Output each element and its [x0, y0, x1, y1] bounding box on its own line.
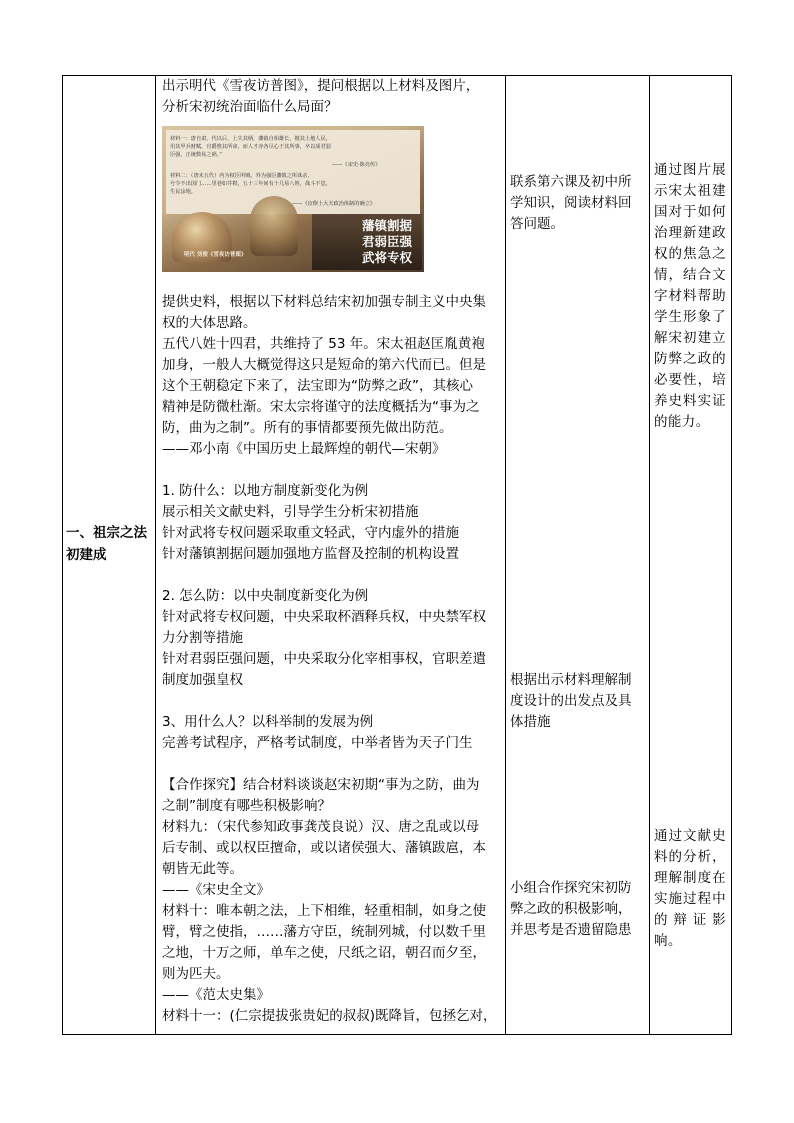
material2-line: 材料二：（唐末五代）内为权臣所贼，外为强臣藩镇之所诛杀， [170, 173, 313, 179]
list1-line: 针对武将专权问题采取重文轻武，守内虚外的措施 [162, 525, 459, 541]
list1-line: 展示相关文献史料，引导学生分析宋初措施 [162, 504, 419, 520]
material1-source: ——《宋史·陈亮传》 [332, 162, 381, 168]
para-line: 防，曲为之制”。所有的事情都要预先做出防范。 [162, 420, 453, 436]
coop-line: 之地，十万之师，单车之使，尺纸之诏，朝召而夕至， [162, 945, 486, 961]
para-source: ——邓小南《中国历史上最辉煌的朝代—宋朝》 [162, 441, 446, 457]
intro-line: 分析宋初统治面临什么局面？ [162, 99, 338, 115]
list3-line: 3、用什么人？以科举制的发展为例 [162, 714, 374, 730]
section-title-line: 初建成 [66, 547, 107, 563]
para-line: 精神是防微杜渐。宋太宗将谨守的法度概括为“事为之 [162, 399, 480, 415]
list2-line: 力分割等措施 [162, 630, 243, 646]
coop-source: ——《范太史集》 [162, 987, 270, 1003]
material1-line: 用其甲兵财赋，官爵惟其所命，而人才亦各尽心于其所事，卒以成君弱 [170, 144, 331, 150]
snow-night-painting-image [162, 126, 424, 272]
para-line: 五代八姓十四君，共维持了 53 年。宋太祖赵匡胤黄袍 [162, 336, 485, 352]
coop-line: 臂，臂之使指，……藩方守臣，统制列城，付以数千里 [162, 924, 486, 940]
column-divider-2 [505, 76, 506, 1034]
situation-label: 君弱臣强 [361, 234, 412, 249]
coop-source: ——《宋史全文》 [162, 882, 270, 898]
design-intent-1: 通过图片展示宋太祖建国对于如何治理新建政权的焦急之情，结合文字材料帮助学生形象了解宋初建立防弊之政的必要性，培养史料实证的能力。 [654, 162, 726, 430]
para-line: 提供史料，根据以下材料总结宋初加强专制主义中央集 [162, 294, 486, 310]
student-activity-2: 根据出示材料理解制 度设计的出发点及具 体措施 [510, 672, 632, 730]
para-line: 权的大体思路。 [162, 315, 257, 331]
intro-line: 出示明代《雪夜访普图》，提问根据以上材料及图片， [162, 78, 480, 94]
list2-line: 制度加强皇权 [162, 672, 243, 688]
coop-line: 材料十：唯本朝之法，上下相维，轻重相制，如身之使 [162, 903, 486, 919]
painting-figure [250, 196, 298, 256]
coop-line: 材料十一：(仁宗提拔张贵妃的叔叔)既降旨，包拯乞对， [162, 1008, 497, 1024]
para-line: 这个王朝稳定下来了，法宝即为“防弊之政”，其核心 [162, 378, 473, 394]
list2-line: 针对君弱臣强问题，中央采取分化宰相事权，官职差遣 [162, 651, 486, 667]
coop-line: 后专制、或以权臣擅命，或以诸侯强大、藩镇跋扈，本 [162, 840, 486, 856]
student-activity-3: 小组合作探究宋初防 弊之政的积极影响， 并思考是否遗留隐患 [510, 880, 632, 938]
painting-caption: 明代 刘俊《雪夜访普图》 [184, 252, 247, 258]
material1-line: 材料一：唐自肃、代以后，上失其柄，藩镇自相雄长，擅其土地人民， [170, 136, 331, 142]
material2-source: ——《宦僚士大夫政治体制的确立》 [292, 201, 376, 207]
situation-label: 武将专权 [361, 250, 412, 265]
coop-line: 则为匹夫。 [162, 966, 230, 982]
material2-line: 生民涂地。 [170, 189, 196, 195]
list2-line: 针对武将专权问题，中央采取杯酒释兵权，中央禁军权 [162, 609, 486, 625]
coop-line: 朝皆无此等。 [162, 861, 243, 877]
coop-line: 之制”制度有哪些积极影响？ [162, 798, 331, 814]
list1-line: 1. 防什么：以地方制度新变化为例 [162, 483, 369, 499]
situation-label: 藩镇割据 [361, 218, 412, 233]
material1-line: 臣强、正统数易之祸。” [170, 152, 222, 158]
list1-line: 针对藩镇割据问题加强地方监督及控制的机构设置 [162, 546, 459, 562]
teaching-content [162, 76, 500, 1027]
list3-line: 完善考试程序，严格考试制度，中举者皆为天子门生 [162, 735, 473, 751]
material2-line: 号令不出国门……里巷如井棋，五十三年间有十几易八姓，战斗不息， [170, 181, 331, 187]
column-divider-1 [155, 76, 156, 1034]
coop-line: 材料九：（宋代参知政事龚茂良说）汉、唐之乱或以母 [162, 819, 480, 835]
coop-line: 【合作探究】结合材料谈谈赵宋初期“事为之防，曲为 [162, 777, 480, 793]
student-activity-1: 联系第六课及初中所 学知识，阅读材料回 答问题。 [510, 174, 632, 232]
section-title-line: 一、祖宗之法 [66, 525, 147, 541]
section-title [66, 522, 152, 566]
para-line: 加身，一般人大概觉得这只是短命的第六代而已。但是 [162, 357, 486, 373]
list2-line: 2. 怎么防：以中央制度新变化为例 [162, 588, 369, 604]
column-divider-3 [649, 76, 650, 1034]
design-intent-2: 通过文献史料的分析，理解制度在实施过程中的辩证影响。 [654, 828, 726, 949]
